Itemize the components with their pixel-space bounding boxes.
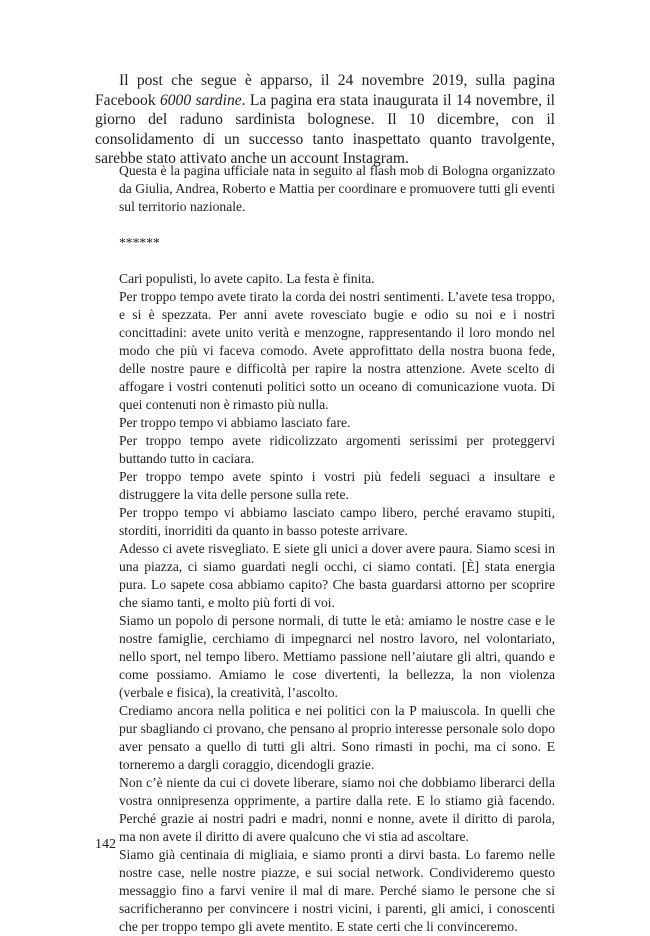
post-header: Questa è la pagina ufficiale nata in seguito al flash mob di Bologna organizzato da Giulia, Andrea, Roberto e Mattia per coordinare e promuovere tutti gli eventi sul territorio nazionale. <box>119 163 555 214</box>
page-number: 142 <box>95 837 116 852</box>
post-paragraph: Per troppo tempo avete tirato la corda dei nostri sentimenti. L’avete tesa troppo, e si è spezzata. Per anni avete rovesciato bugie e odio su noi e i nostri concittadini: avete unito verità e menzogne, rappresentando il loro mondo nel modo che più vi faceva comodo. Avete approfittato della nostra buona fede, delle nostre paure e difficoltà per rapire la nostra attenzione. Avete scelto di affogare i vostri contenuti politici sotto un oceano di comunicazione vuota. Di quei contenuti non è rimasto più nulla. <box>119 289 555 412</box>
post-paragraph: Siamo già centinaia di migliaia, e siamo pronti a dirvi basta. Lo faremo nelle nostre case, nelle nostre piazze, e sui social network. Condivideremo questo messaggio fino a farvi venire il mal di mare. Perché siamo le persone che si sacrificheranno per convincere i nostri vicini, i parenti, gli amici, i conoscenti che per troppo tempo gli avete mentito. E state certi che li convinceremo. <box>119 847 555 934</box>
post-paragraph: Siamo un popolo di persone normali, di tutte le età: amiamo le nostre case e le nostre famiglie, cerchiamo di impegnarci nel nostro lavoro, nel volontariato, nello sport, nel tempo libero. Mettiamo passione nell’aiutare gli altri, quando e come possiamo. Amiamo le cose divertenti, la bellezza, la non violenza (verbale e fisica), la creatività, l’ascolto. <box>119 613 555 700</box>
post-paragraph: Per troppo tempo avete spinto i vostri più fedeli seguaci a insultare e distruggere la vita delle persone sulla rete. <box>119 469 555 502</box>
facebook-page-name: 6000 sardine <box>159 91 242 109</box>
post-paragraph: Per troppo tempo vi abbiamo lasciato campo libero, perché eravamo stupiti, storditi, inorriditi da quanto in basso poteste arrivare. <box>119 505 555 538</box>
post-paragraph: Cari populisti, lo avete capito. La festa è finita. <box>119 271 375 286</box>
post-paragraph: Non c’è niente da cui ci dovete liberare, siamo noi che dobbiamo liberarci della vostra onnipresenza opprimente, a partire dalla rete. E lo stiamo già facendo. Perché grazie ai nostri padri e madri, nonni e nonne, avete il diritto di parola, ma non avete il diritto di avere qualcuno che vi stia ad ascoltare. <box>119 775 555 844</box>
intro-text-after: . La pagina era stata inaugurata il 14 novembre, il giorno del raduno sardinista bolognese. Il 10 dicembre, con il consolidamento di un successo tanto inaspettato quanto travolgente, sarebbe stato attivato anche un account Instagram. <box>95 91 556 167</box>
post-paragraph: Per troppo tempo avete ridicolizzato argomenti serissimi per proteggervi buttando tutto in caciara. <box>119 433 555 466</box>
post-separator: ****** <box>119 235 160 250</box>
post-paragraph: Adesso ci avete risvegliato. E siete gli unici a dover avere paura. Siamo scesi in una piazza, ci siamo guardati negli occhi, ci siamo contati. [È] stata energia pura. Lo sapete cosa abbiamo capito? Che basta guardarsi attorno per scoprire che siamo tanti, e molto più forti di voi. <box>119 541 555 610</box>
post-body <box>119 270 555 936</box>
post-paragraph: Crediamo ancora nella politica e nei politici con la P maiuscola. In quelli che pur sbagliando ci provano, che pensano al proprio interesse personale solo dopo aver pensato a quello di tutti gli altri. Sono rimasti in pochi, ma ci sono. E torneremo a dargli coraggio, dicendogli grazie. <box>119 703 555 772</box>
post-paragraph: Per troppo tempo vi abbiamo lasciato fare. <box>119 415 351 430</box>
intro-paragraph <box>95 71 555 169</box>
spacer <box>119 216 555 234</box>
spacer <box>119 252 555 270</box>
intro-text-before: Il post che segue è apparso, il 24 novembre 2019, sulla pagina Facebook <box>95 72 555 109</box>
quoted-post <box>119 162 555 936</box>
